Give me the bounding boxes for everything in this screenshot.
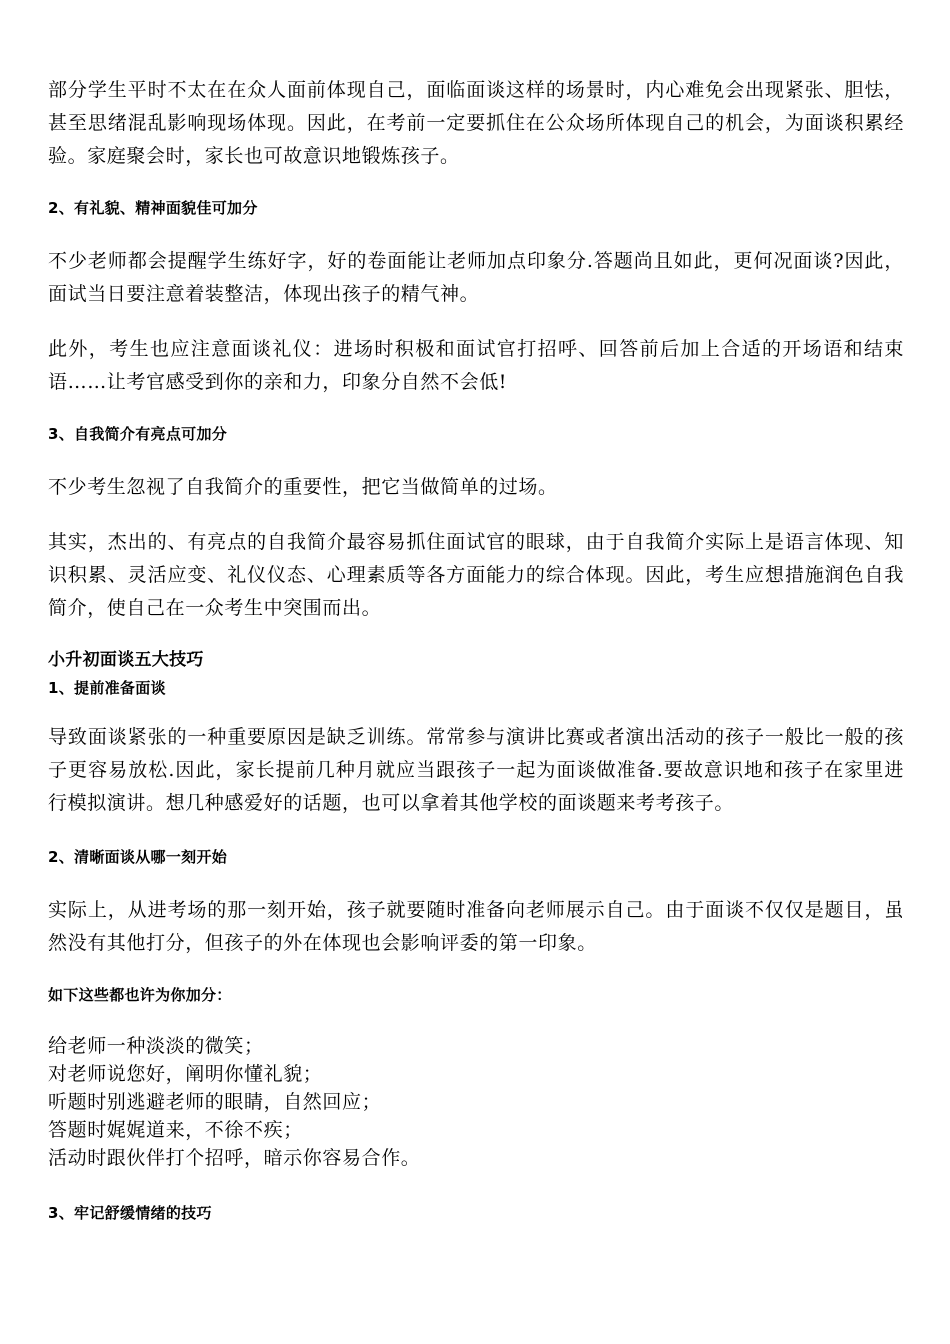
list-item: 对老师说您好，阐明你懂礼貌； (48, 1063, 323, 1085)
document-page (48, 74, 904, 1224)
paragraph-intro: 部分学生平时不太在在众人面前体现自己，面临面谈这样的场景时，内心难免会出现紧张、胆怯，甚至思绪混乱影响现场体现。因此，在考前一定要抓住在公众场所体现自己的机会，为面谈积累经验。家庭聚会时，家长也可故意识地锻炼孩子。 (48, 79, 904, 167)
list-item: 给老师一种淡淡的微笑； (48, 1035, 264, 1057)
paragraph-handwriting: 不少老师都会提醒学生练好字，好的卷面能让老师加点印象分.答题尚且如此，更何况面谈?因此，面试当日要注意着装整洁，体现出孩子的精气神。 (48, 250, 904, 305)
heading-prepare: 1、提前准备面谈 (48, 679, 166, 697)
paragraph-prepare: 导致面谈紧张的一种重要原因是缺乏训练。常常参与演讲比赛或者演出活动的孩子一般比一般的孩子更容易放松.因此，家长提前几种月就应当跟孩子一起为面谈做准备.要故意识地和孩子在家里进行模拟演讲。想几种感爱好的话题，也可以拿着其他学校的面谈题来考考孩子。 (48, 726, 904, 814)
paragraph-self-intro-highlight: 其实，杰出的、有亮点的自我简介最容易抓住面试官的眼球，由于自我简介实际上是语言体现、知识积累、灵活应变、礼仪仪态、心理素质等各方面能力的综合体现。因此，考生应想措施润色自我简介，使自己在一众考生中突围而出。 (48, 531, 904, 619)
tips-list (48, 1032, 904, 1172)
list-item: 答题时娓娓道来，不徐不疾； (48, 1119, 303, 1141)
paragraph-etiquette: 此外，考生也应注意面谈礼仪：进场时积极和面试官打招呼、回答前后加上合适的开场语和结束语……让考官感受到你的亲和力，印象分自然不会低! (48, 338, 904, 393)
list-item: 听题时别逃避老师的眼睛，自然回应； (48, 1091, 382, 1113)
heading-first-moment: 2、清晰面谈从哪一刻开始 (48, 848, 228, 866)
heading-politeness: 2、有礼貌、精神面貌佳可加分 (48, 199, 258, 217)
section-title: 小升初面谈五大技巧 (48, 650, 204, 670)
paragraph-self-intro-ignored: 不少考生忽视了自我简介的重要性，把它当做简单的过场。 (48, 476, 558, 498)
heading-self-intro: 3、自我简介有亮点可加分 (48, 425, 228, 443)
paragraph-first-moment: 实际上，从进考场的那一刻开始，孩子就要随时准备向老师展示自己。由于面谈不仅仅是题目，虽然没有其他打分，但孩子的外在体现也会影响评委的第一印象。 (48, 899, 904, 954)
list-item: 活动时跟伙伴打个招呼，暗示你容易合作。 (48, 1147, 421, 1169)
heading-emotion: 3、牢记舒缓情绪的技巧 (48, 1204, 212, 1222)
list-intro: 如下这些都也许为你加分： (48, 986, 232, 1004)
